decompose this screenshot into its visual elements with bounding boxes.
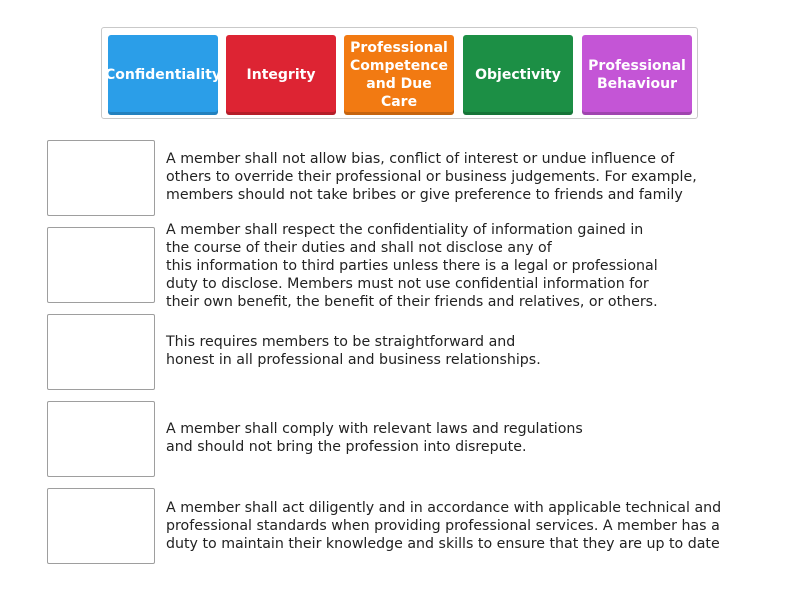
tile-professional-behaviour[interactable] xyxy=(582,35,692,115)
drop-target[interactable] xyxy=(47,401,155,477)
tile-label: Confidentiality xyxy=(104,67,222,83)
tile-label: Integrity xyxy=(246,67,316,83)
statement-text: A member shall comply with relevant laws and regulations and should not bring the profession into disrepute. xyxy=(166,421,583,455)
answer-tile-tray xyxy=(101,27,698,119)
statement-text: A member shall act diligently and in accordance with applicable technical and professional standards when providing professional services. A member has a duty to maintain their knowledge and skills to ensure that they are up to date xyxy=(166,500,722,552)
drop-target[interactable] xyxy=(47,227,155,303)
tile-confidentiality[interactable] xyxy=(104,35,222,115)
drop-target[interactable] xyxy=(47,314,155,390)
drop-target[interactable] xyxy=(47,140,155,216)
statement-text: This requires members to be straightforward and honest in all professional and business relationships. xyxy=(166,334,541,368)
statement-text: A member shall respect the confidentiality of information gained in the course of their duties and shall not disclose any of this information to third parties unless there is a legal or professional duty to disclose. Members must not use confidential information for their own benefit, the benefit of their friends and relatives, or others. xyxy=(166,222,658,310)
tile-label: Professional Behaviour xyxy=(588,58,686,92)
tile-label: Professional Competence and Due Care xyxy=(350,40,448,110)
tile-professional-competence[interactable] xyxy=(344,35,454,115)
statement-text: A member shall not allow bias, conflict of interest or undue influence of others to override their professional or business judgements. For example, members should not take bribes or give preference to friends and family xyxy=(166,151,697,203)
tile-label: Objectivity xyxy=(475,67,561,83)
tile-objectivity[interactable] xyxy=(463,35,573,115)
drop-target[interactable] xyxy=(47,488,155,564)
tile-integrity[interactable] xyxy=(226,35,336,115)
